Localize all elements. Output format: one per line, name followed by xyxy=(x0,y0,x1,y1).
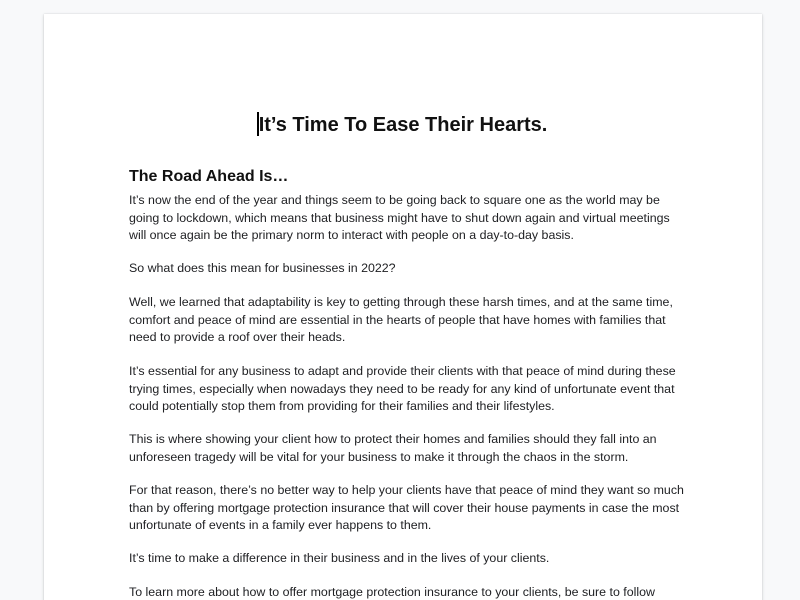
section-heading[interactable]: The Road Ahead Is… xyxy=(129,168,289,185)
document-title-line[interactable] xyxy=(44,112,762,138)
document-title[interactable]: It’s Time To Ease Their Hearts. xyxy=(258,114,548,136)
paragraph-8[interactable]: To learn more about how to offer mortgage protection insurance to your clients, be sure to follow xyxy=(129,585,655,599)
paragraph-3[interactable]: Well, we learned that adaptability is key to getting through these harsh times, and at the same time, comfort and peace of mind are essential in the hearts of people that have homes with families that need to provide a roof over their heads. xyxy=(129,295,673,344)
document-title-wrap xyxy=(259,112,548,138)
paragraph-7[interactable]: It’s time to make a difference in their business and in the lives of your clients. xyxy=(129,551,550,565)
paragraph-5[interactable]: This is where showing your client how to protect their homes and families should they fall into an unforeseen tragedy will be vital for your business to make it through the chaos in the storm. xyxy=(129,432,657,464)
document-page[interactable] xyxy=(44,14,762,600)
paragraph-1[interactable]: It’s now the end of the year and things seem to be going back to square one as the world may be going to lockdown, which means that business might have to shut down again and virtual meetings will once again be the primary norm to interact with people on a day-to-day basis. xyxy=(129,193,670,242)
paragraph-4[interactable]: It’s essential for any business to adapt and provide their clients with that peace of mind during these trying times, especially when nowadays they need to be ready for any kind of unfortunate event that could potentially stop them from providing for their families and their lifestyles. xyxy=(129,364,676,413)
paragraph-2[interactable]: So what does this mean for businesses in 2022? xyxy=(129,261,396,275)
paragraph-6[interactable]: For that reason, there’s no better way to help your clients have that peace of mind they want so much than by offering mortgage protection insurance that will cover their house payments in case the most unfortunate of events in a family ever happens to them. xyxy=(129,483,684,532)
text-cursor xyxy=(257,112,259,136)
